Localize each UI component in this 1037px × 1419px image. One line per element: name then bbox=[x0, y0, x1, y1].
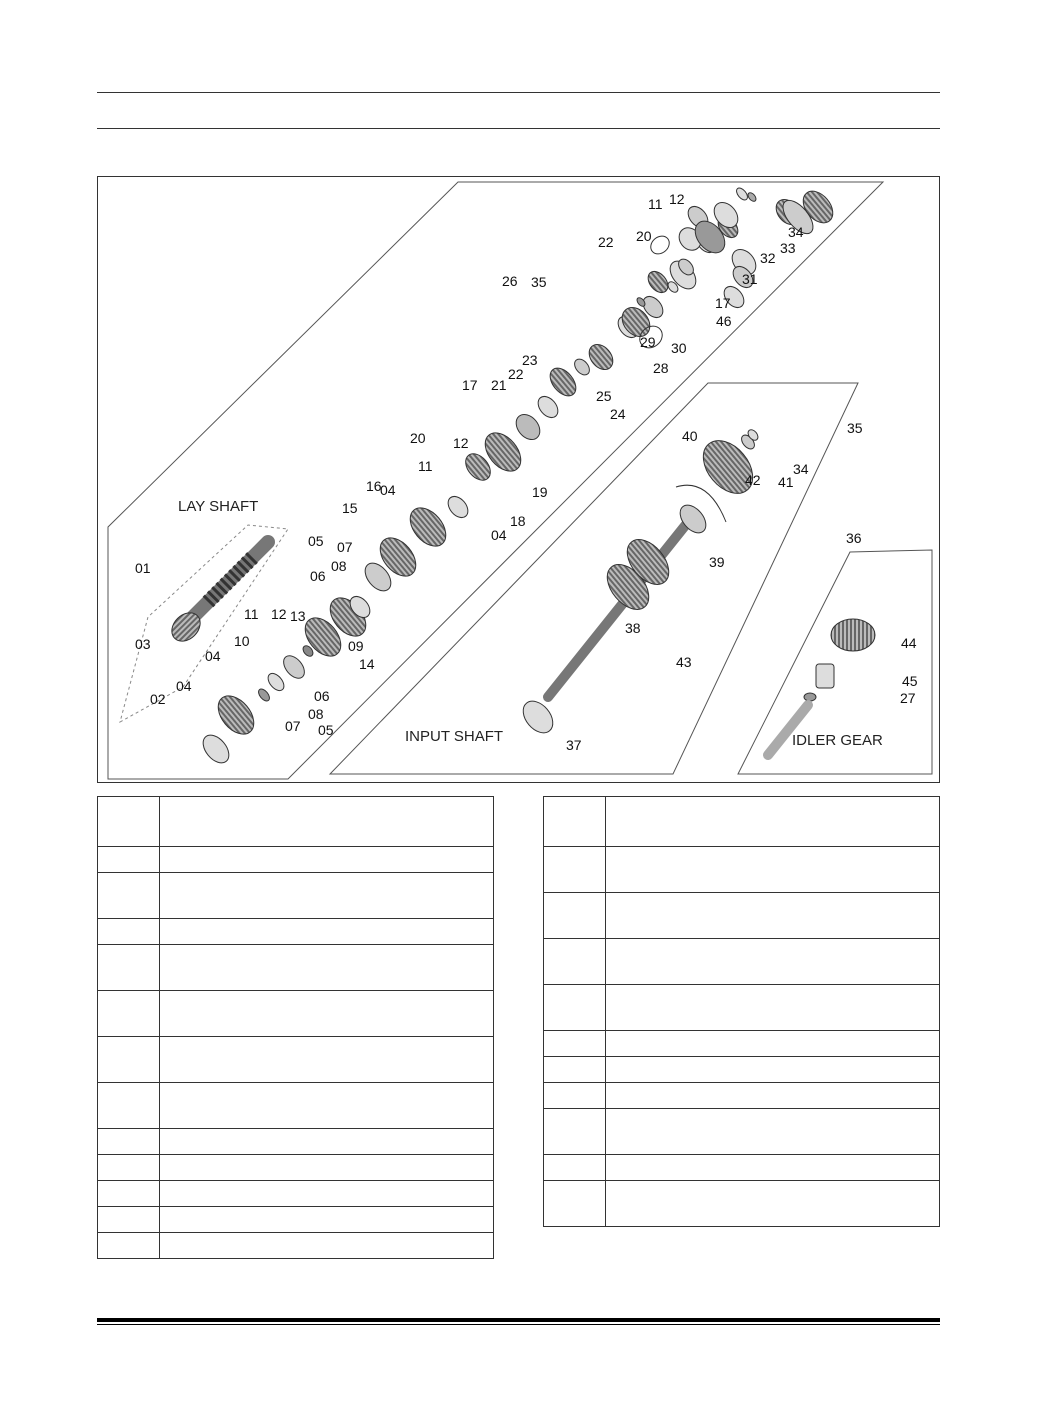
table-row bbox=[98, 991, 494, 1037]
table-row bbox=[544, 847, 940, 893]
table-row bbox=[98, 1037, 494, 1083]
part-description-cell bbox=[160, 1181, 494, 1207]
callout-09: 09 bbox=[348, 638, 364, 654]
table-row bbox=[98, 919, 494, 945]
callout-32: 32 bbox=[760, 250, 776, 266]
callout-36: 36 bbox=[846, 530, 862, 546]
callout-38: 38 bbox=[625, 620, 641, 636]
callout-17: 17 bbox=[715, 295, 731, 311]
table-row bbox=[544, 797, 940, 847]
callout-31: 31 bbox=[742, 271, 758, 287]
callout-05: 05 bbox=[308, 533, 324, 549]
callout-37: 37 bbox=[566, 737, 582, 753]
table-row bbox=[98, 873, 494, 919]
part-description-cell bbox=[160, 1129, 494, 1155]
part-number-cell bbox=[544, 985, 606, 1031]
table-row bbox=[544, 1181, 940, 1227]
table-row bbox=[544, 893, 940, 939]
part-description-cell bbox=[160, 919, 494, 945]
part-description-cell bbox=[606, 797, 940, 847]
callout-30: 30 bbox=[671, 340, 687, 356]
table-row bbox=[98, 1155, 494, 1181]
callout-46: 46 bbox=[716, 313, 732, 329]
callout-11: 11 bbox=[244, 606, 259, 622]
callout-04: 04 bbox=[205, 648, 221, 664]
part-number-cell bbox=[98, 873, 160, 919]
callout-05: 05 bbox=[318, 722, 334, 738]
part-description-cell bbox=[606, 1083, 940, 1109]
part-number-cell bbox=[98, 1129, 160, 1155]
part-description-cell bbox=[160, 991, 494, 1037]
part-description-cell bbox=[160, 945, 494, 991]
callout-10: 10 bbox=[234, 633, 250, 649]
parts-table-right bbox=[543, 796, 940, 1227]
part-number-cell bbox=[544, 939, 606, 985]
table-row bbox=[98, 1181, 494, 1207]
callout-11: 11 bbox=[418, 458, 433, 474]
callout-11: 11 bbox=[648, 196, 663, 212]
table-row bbox=[544, 1109, 940, 1155]
part-number-cell bbox=[98, 991, 160, 1037]
part-number-cell bbox=[544, 1031, 606, 1057]
part-number-cell bbox=[544, 1083, 606, 1109]
part-number-cell bbox=[98, 919, 160, 945]
callout-41: 41 bbox=[778, 474, 794, 490]
part-description-cell bbox=[160, 1083, 494, 1129]
input-shaft-part bbox=[517, 428, 762, 739]
part-number-cell bbox=[98, 1181, 160, 1207]
callout-22: 22 bbox=[508, 366, 524, 382]
footer-rule-thick bbox=[97, 1318, 940, 1322]
table-row bbox=[544, 939, 940, 985]
callout-15: 15 bbox=[342, 500, 358, 516]
table-row bbox=[544, 1031, 940, 1057]
callout-06: 06 bbox=[310, 568, 326, 584]
part-number-cell bbox=[98, 797, 160, 847]
part-number-cell bbox=[544, 1155, 606, 1181]
table-row bbox=[98, 945, 494, 991]
exploded-parts-figure bbox=[97, 176, 940, 783]
part-number-cell bbox=[98, 847, 160, 873]
parts-table-left bbox=[97, 796, 494, 1259]
part-description-cell bbox=[160, 1207, 494, 1233]
part-number-cell bbox=[544, 1109, 606, 1155]
callout-06: 06 bbox=[314, 688, 330, 704]
callout-45: 45 bbox=[902, 673, 918, 689]
header-rule-bottom bbox=[97, 128, 940, 129]
callout-23: 23 bbox=[522, 352, 538, 368]
footer-rule-thin bbox=[97, 1324, 940, 1325]
callout-19: 19 bbox=[532, 484, 548, 500]
callout-12: 12 bbox=[453, 435, 469, 451]
callout-29: 29 bbox=[640, 334, 656, 350]
callout-39: 39 bbox=[709, 554, 725, 570]
exploded-view-drawing bbox=[98, 177, 941, 784]
part-number-cell bbox=[544, 1181, 606, 1227]
part-description-cell bbox=[606, 1181, 940, 1227]
part-description-cell bbox=[160, 797, 494, 847]
part-number-cell bbox=[98, 1155, 160, 1181]
part-description-cell bbox=[160, 1233, 494, 1259]
header-rule-top bbox=[97, 92, 940, 93]
part-number-cell bbox=[98, 945, 160, 991]
part-description-cell bbox=[606, 1031, 940, 1057]
table-row bbox=[544, 1155, 940, 1181]
part-description-cell bbox=[606, 939, 940, 985]
part-description-cell bbox=[160, 847, 494, 873]
part-number-cell bbox=[544, 893, 606, 939]
part-number-cell bbox=[544, 847, 606, 893]
part-number-cell bbox=[98, 1233, 160, 1259]
part-number-cell bbox=[544, 1057, 606, 1083]
callout-27: 27 bbox=[900, 690, 916, 706]
part-description-cell bbox=[606, 1155, 940, 1181]
callout-12: 12 bbox=[669, 191, 685, 207]
table-row bbox=[544, 985, 940, 1031]
callout-33: 33 bbox=[780, 240, 796, 256]
lay-shaft-panel-outline bbox=[108, 182, 883, 779]
callout-03: 03 bbox=[135, 636, 151, 652]
table-row bbox=[98, 1207, 494, 1233]
part-description-cell bbox=[160, 1155, 494, 1181]
callout-04: 04 bbox=[176, 678, 192, 694]
part-description-cell bbox=[606, 893, 940, 939]
part-description-cell bbox=[606, 1057, 940, 1083]
callout-42: 42 bbox=[745, 472, 761, 488]
callout-08: 08 bbox=[331, 558, 347, 574]
lay-shaft-part bbox=[166, 542, 268, 647]
callout-04: 04 bbox=[491, 527, 507, 543]
callout-numbers bbox=[135, 191, 918, 753]
part-number-cell bbox=[98, 1207, 160, 1233]
lay-shaft-label: LAY SHAFT bbox=[178, 498, 259, 515]
callout-08: 08 bbox=[308, 706, 324, 722]
callout-34: 34 bbox=[788, 224, 804, 240]
part-description-cell bbox=[160, 1037, 494, 1083]
callout-34: 34 bbox=[793, 461, 809, 477]
callout-20: 20 bbox=[636, 228, 652, 244]
table-row bbox=[544, 1083, 940, 1109]
callout-20: 20 bbox=[410, 430, 426, 446]
part-description-cell bbox=[606, 1109, 940, 1155]
table-row bbox=[98, 847, 494, 873]
part-number-cell bbox=[544, 797, 606, 847]
callout-12: 12 bbox=[271, 606, 287, 622]
part-description-cell bbox=[606, 985, 940, 1031]
callout-35: 35 bbox=[531, 274, 547, 290]
callout-35: 35 bbox=[847, 420, 863, 436]
part-number-cell bbox=[98, 1083, 160, 1129]
table-row bbox=[98, 1083, 494, 1129]
callout-43: 43 bbox=[676, 654, 692, 670]
idler-gear-label: IDLER GEAR bbox=[792, 732, 883, 749]
callout-28: 28 bbox=[653, 360, 669, 376]
callout-07: 07 bbox=[285, 718, 301, 734]
callout-01: 01 bbox=[135, 560, 151, 576]
callout-22: 22 bbox=[598, 234, 614, 250]
table-row bbox=[98, 1233, 494, 1259]
callout-02: 02 bbox=[150, 691, 166, 707]
callout-21: 21 bbox=[491, 377, 507, 393]
callout-18: 18 bbox=[510, 513, 526, 529]
input-shaft-label: INPUT SHAFT bbox=[405, 728, 504, 745]
callout-14: 14 bbox=[359, 656, 375, 672]
callout-04: 04 bbox=[380, 482, 396, 498]
part-number-cell bbox=[98, 1037, 160, 1083]
callout-25: 25 bbox=[596, 388, 612, 404]
table-row bbox=[98, 1129, 494, 1155]
callout-26: 26 bbox=[502, 273, 518, 289]
callout-13: 13 bbox=[290, 608, 306, 624]
part-description-cell bbox=[160, 873, 494, 919]
callout-24: 24 bbox=[610, 406, 626, 422]
table-row bbox=[544, 1057, 940, 1083]
callout-44: 44 bbox=[901, 635, 917, 651]
table-row bbox=[98, 797, 494, 847]
part-description-cell bbox=[606, 847, 940, 893]
callout-40: 40 bbox=[682, 428, 698, 444]
callout-16: 16 bbox=[366, 478, 382, 494]
callout-17: 17 bbox=[462, 377, 478, 393]
callout-07: 07 bbox=[337, 539, 353, 555]
